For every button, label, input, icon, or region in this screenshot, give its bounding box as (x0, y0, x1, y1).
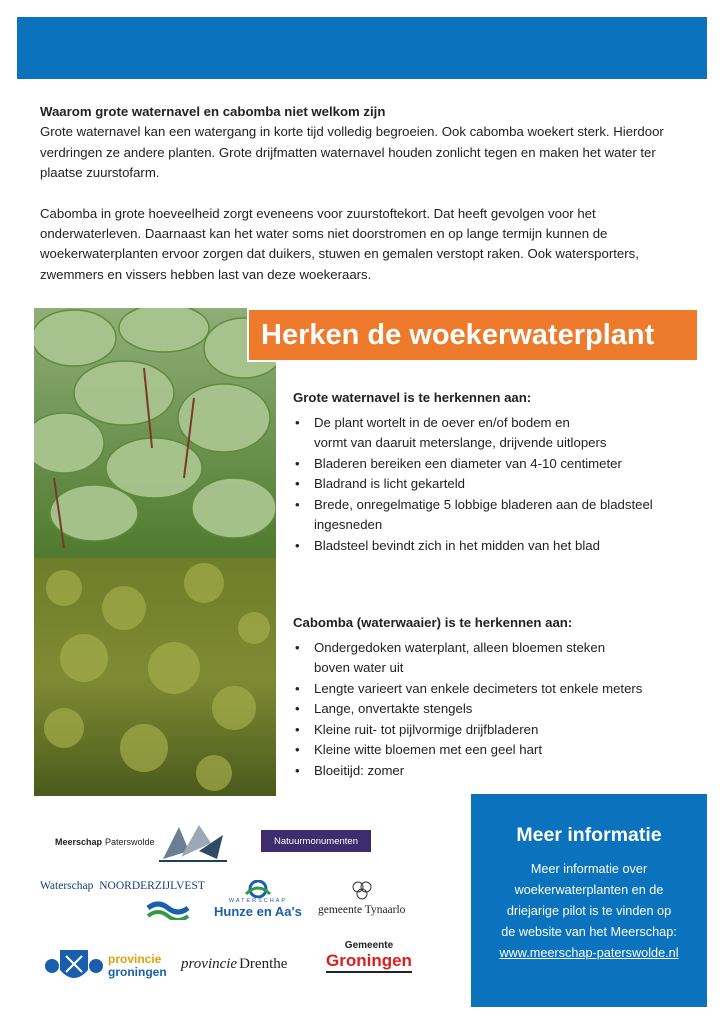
meerschap-emblem-icon (159, 821, 227, 863)
water-plants-photo (34, 308, 276, 796)
list-item: • De plant wortelt in de oever en/of bodem en (293, 413, 693, 434)
header-bar (17, 17, 707, 79)
list-item: • Ondergedoken waterplant, alleen bloemen steken (293, 638, 693, 659)
list-item: • Bladsteel bevindt zich in het midden van het blad (293, 536, 693, 557)
more-info-box (471, 794, 707, 1007)
logo-gemeente-groningen: Gemeente Groningen (326, 940, 412, 973)
website-link[interactable]: www.meerschap-paterswolde.nl (499, 946, 679, 960)
list-item: • Bladeren bereiken een diameter van 4-10 centimeter (293, 454, 693, 475)
more-info-line: de website van het Meerschap: (501, 925, 677, 939)
list-item: • Bladrand is licht gekarteld (293, 474, 693, 495)
banner-title: Herken de woekerwaterplant (247, 308, 699, 362)
more-info-line: Meer informatie over (530, 862, 648, 876)
hunze-emblem-icon (238, 880, 278, 898)
list-item: • Brede, onregelmatige 5 lobbige bladeren aan de bladsteel (293, 495, 693, 516)
cabomba-section (293, 613, 693, 781)
cabomba-heading: Cabomba (waterwaaier) is te herkennen aan: (293, 615, 573, 630)
intro-title: Waarom grote waternavel en cabomba niet welkom zijn (40, 104, 386, 119)
logo-hunze: WATERSCHAP Hunze en Aa's (214, 880, 302, 919)
list-item: • Kleine witte bloemen met een geel hart (293, 740, 693, 761)
tynaarlo-emblem-icon (349, 880, 375, 904)
more-info-line: woekerwaterplanten en de (514, 883, 664, 897)
list-item: • Lengte varieert van enkele decimeters tot enkele meters (293, 679, 693, 700)
logo-noorderzijlvest: Waterschap NOORDERZIJLVEST (40, 880, 205, 920)
more-info-line: driejarige pilot is te vinden op (506, 904, 672, 918)
intro-paragraph-2: Cabomba in grote hoeveelheid zorgt eveneens voor zuurstoftekort. Dat heeft gevolgen voor het onderwaterleven. Daarnaast kan het water soms niet doorstromen en op lange termijn kunnen de woekerwaterplanten ervoor zorgen dat duikers, stuwen en gemalen verstopt raken. Ook watersporters, zwemmers en vissers hebben last van deze woekeraars. (40, 205, 639, 282)
list-item: boven water uit (314, 660, 404, 675)
logo-meerschap: Meerschap Paterswolde (55, 820, 227, 864)
logo-provincie-drenthe: provincie Drenthe (181, 956, 288, 972)
waves-icon (146, 898, 190, 920)
intro-section (40, 102, 690, 285)
more-info-title: Meer informatie (516, 824, 662, 846)
logo-tynaarlo: gemeente Tynaarlo (318, 880, 405, 916)
list-item: vormt van daaruit meterslange, drijvende uitlopers (314, 435, 607, 450)
list-item: • Bloeitijd: zomer (293, 761, 693, 782)
logo-natuurmonumenten: Natuurmonumenten (261, 830, 371, 852)
waternavel-heading: Grote waternavel is te herkennen aan: (293, 390, 532, 405)
logo-provincie-groningen: provincie groningen (44, 944, 167, 988)
list-item: ingesneden (314, 517, 383, 532)
list-item: • Kleine ruit- tot pijlvormige drijfbladeren (293, 720, 693, 741)
intro-paragraph-1: Grote waternavel kan een watergang in korte tijd volledig begroeien. Ook cabomba woekert sterk. Hierdoor verdringen ze andere planten. Grote drijfmatten waternavel houden zonlicht tegen en maken het water ter plaatse zuurstofarm. (40, 124, 664, 181)
list-item: • Lange, onvertakte stengels (293, 699, 693, 720)
groningen-crest-icon (44, 944, 104, 988)
waternavel-section (293, 388, 693, 556)
